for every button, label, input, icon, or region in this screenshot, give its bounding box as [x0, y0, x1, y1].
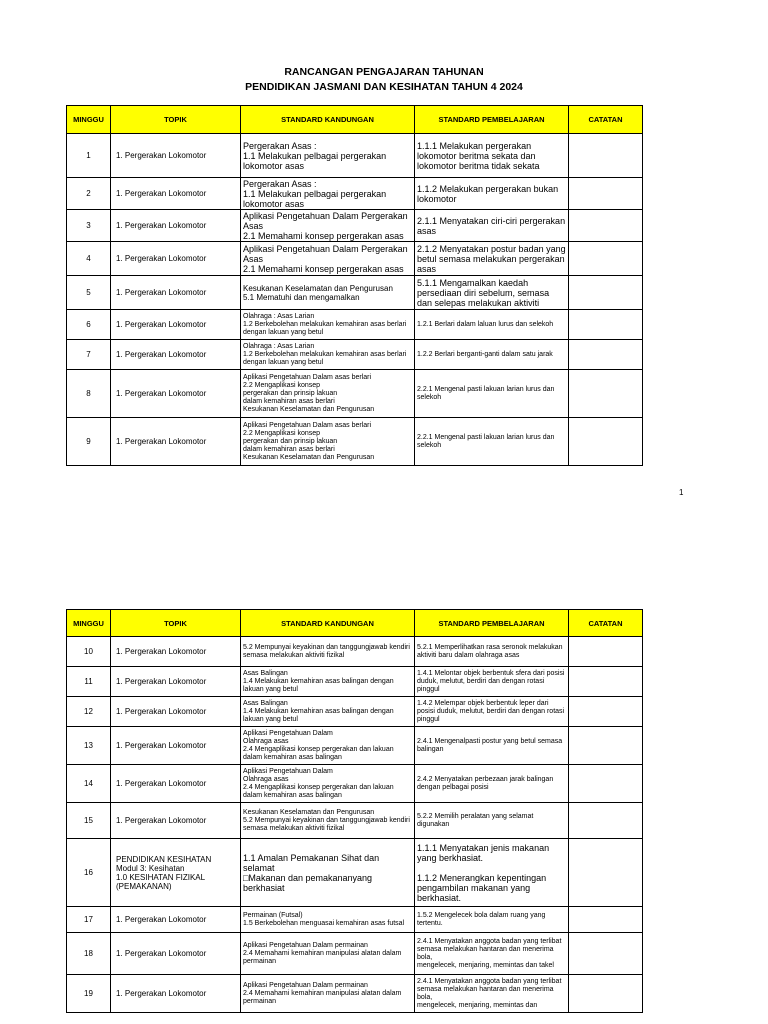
table-row: [67, 242, 643, 276]
cell-standard-kandungan: Asas Balingan 1.4 Melakukan kemahiran asas balingan dengan lakuan yang betul: [241, 697, 415, 727]
cell-topik: PENDIDIKAN KESIHATAN Modul 3: Kesihatan 1.0 KESIHATAN FIZIKAL (PEMAKANAN): [111, 839, 241, 907]
table-row: [67, 210, 643, 242]
table-row: [67, 975, 643, 1013]
header-catatan: CATATAN: [569, 106, 643, 134]
cell-minggu: 15: [67, 803, 111, 839]
table-row: [67, 765, 643, 803]
document-subtitle: PENDIDIKAN JASMANI DAN KESIHATAN TAHUN 4 2024: [245, 81, 523, 93]
table-row: [67, 637, 643, 667]
cell-minggu: 12: [67, 697, 111, 727]
cell-standard-kandungan: Kesukanan Keselamatan dan Pengurusan 5.1 Mematuhi dan mengamalkan: [241, 276, 415, 310]
table-row: [67, 340, 643, 370]
header-topik: TOPIK: [111, 106, 241, 134]
table-row: [67, 933, 643, 975]
table-row: [67, 667, 643, 697]
cell-standard-pembelajaran: 2.4.2 Menyatakan perbezaan jarak balingan dengan pelbagai posisi: [415, 765, 569, 803]
cell-topik: 1. Pergerakan Lokomotor: [111, 242, 241, 276]
table-row: [67, 134, 643, 178]
cell-standard-pembelajaran: 5.1.1 Mengamalkan kaedah persediaan diri sebelum, semasa dan selepas melakukan aktiviti: [415, 276, 569, 310]
cell-standard-pembelajaran: 5.2.1 Memperlihatkan rasa seronok melakukan aktiviti baru dalam olahraga asas: [415, 637, 569, 667]
header-topik: TOPIK: [111, 610, 241, 637]
cell-topik: 1. Pergerakan Lokomotor: [111, 765, 241, 803]
cell-catatan: [569, 667, 643, 697]
cell-catatan: [569, 975, 643, 1013]
cell-standard-pembelajaran: 2.4.1 Mengenalpasti postur yang betul semasa balingan: [415, 727, 569, 765]
cell-catatan: [569, 340, 643, 370]
cell-minggu: 10: [67, 637, 111, 667]
cell-standard-pembelajaran: 1.1.2 Melakukan pergerakan bukan lokomotor: [415, 178, 569, 210]
cell-standard-kandungan: Olahraga : Asas Larian 1.2 Berkebolehan melakukan kemahiran asas berlari dengan lakuan yang betul: [241, 340, 415, 370]
header-standard-pembelajaran: STANDARD PEMBELAJARAN: [415, 610, 569, 637]
table-row: [67, 418, 643, 466]
cell-catatan: [569, 803, 643, 839]
page-number: 1: [679, 488, 684, 497]
rpt-table-1: [66, 105, 643, 466]
cell-standard-kandungan: Aplikasi Pengetahuan Dalam permainan 2.4 Memahami kemahiran manipulasi alatan dalam permainan: [241, 975, 415, 1013]
cell-standard-kandungan: Permainan (Futsal) 1.5 Berkebolehan menguasai kemahiran asas futsal: [241, 907, 415, 933]
cell-catatan: [569, 178, 643, 210]
cell-standard-pembelajaran: 2.1.2 Menyatakan postur badan yang betul semasa melakukan pergerakan asas: [415, 242, 569, 276]
cell-topik: 1. Pergerakan Lokomotor: [111, 340, 241, 370]
cell-catatan: [569, 697, 643, 727]
cell-standard-kandungan: 1.1 Amalan Pemakanan Sihat dan selamat □Makanan dan pemakananyang berkhasiat: [241, 839, 415, 907]
cell-minggu: 14: [67, 765, 111, 803]
header-standard-kandungan: STANDARD KANDUNGAN: [241, 106, 415, 134]
cell-minggu: 2: [67, 178, 111, 210]
cell-minggu: 16: [67, 839, 111, 907]
cell-topik: 1. Pergerakan Lokomotor: [111, 276, 241, 310]
cell-topik: 1. Pergerakan Lokomotor: [111, 667, 241, 697]
cell-minggu: 1: [67, 134, 111, 178]
table-row: [67, 697, 643, 727]
header-catatan: CATATAN: [569, 610, 643, 637]
cell-standard-kandungan: Aplikasi Pengetahuan Dalam Pergerakan Asas 2.1 Memahami konsep pergerakan asas: [241, 242, 415, 276]
cell-standard-kandungan: Aplikasi Pengetahuan Dalam asas berlari 2.2 Mengaplikasi konsep pergerakan dan prinsip lakuan dalam kemahiran asas berlari Kesukanan Keselamatan dan Pengurusan: [241, 418, 415, 466]
header-standard-kandungan: STANDARD KANDUNGAN: [241, 610, 415, 637]
cell-standard-kandungan: Kesukanan Keselamatan dan Pengurusan 5.2 Mempunyai keyakinan dan tanggungjawab kendiri semasa melakukan aktiviti fizikal: [241, 803, 415, 839]
cell-standard-kandungan: Olahraga : Asas Larian 1.2 Berkebolehan melakukan kemahiran asas berlari dengan lakuan yang betul: [241, 310, 415, 340]
cell-catatan: [569, 727, 643, 765]
cell-standard-kandungan: Aplikasi Pengetahuan Dalam permainan 2.4 Memahami kemahiran manipulasi alatan dalam permainan: [241, 933, 415, 975]
header-minggu: MINGGU: [67, 106, 111, 134]
cell-catatan: [569, 418, 643, 466]
cell-catatan: [569, 765, 643, 803]
cell-standard-pembelajaran: 5.2.2 Memilih peralatan yang selamat digunakan: [415, 803, 569, 839]
cell-standard-pembelajaran: 1.5.2 Mengelecek bola dalam ruang yang tertentu.: [415, 907, 569, 933]
cell-minggu: 7: [67, 340, 111, 370]
cell-minggu: 6: [67, 310, 111, 340]
cell-topik: 1. Pergerakan Lokomotor: [111, 418, 241, 466]
table-row: [67, 178, 643, 210]
table-row: [67, 907, 643, 933]
cell-topik: 1. Pergerakan Lokomotor: [111, 975, 241, 1013]
cell-minggu: 4: [67, 242, 111, 276]
cell-topik: 1. Pergerakan Lokomotor: [111, 310, 241, 340]
table-row: [67, 803, 643, 839]
cell-topik: 1. Pergerakan Lokomotor: [111, 803, 241, 839]
cell-standard-kandungan: Aplikasi Pengetahuan Dalam Olahraga asas 2.4 Mengaplikasi konsep pergerakan dan lakuan dalam kemahiran asas balingan: [241, 765, 415, 803]
cell-minggu: 11: [67, 667, 111, 697]
header-standard-pembelajaran: STANDARD PEMBELAJARAN: [415, 106, 569, 134]
cell-standard-pembelajaran: 2.4.1 Menyatakan anggota badan yang terlibat semasa melakukan hantaran dan menerima bola, mengelecek, menjaring, memintas dan: [415, 975, 569, 1013]
cell-topik: 1. Pergerakan Lokomotor: [111, 933, 241, 975]
header-minggu: MINGGU: [67, 610, 111, 637]
cell-catatan: [569, 276, 643, 310]
document-title: RANCANGAN PENGAJARAN TAHUNAN: [284, 66, 484, 78]
table-row: [67, 310, 643, 340]
cell-topik: 1. Pergerakan Lokomotor: [111, 370, 241, 418]
cell-standard-kandungan: Pergerakan Asas : 1.1 Melakukan pelbagai pergerakan lokomotor asas: [241, 134, 415, 178]
cell-standard-kandungan: Aplikasi Pengetahuan Dalam Olahraga asas 2.4 Mengaplikasi konsep pergerakan dan lakuan dalam kemahiran asas balingan: [241, 727, 415, 765]
cell-minggu: 8: [67, 370, 111, 418]
cell-topik: 1. Pergerakan Lokomotor: [111, 697, 241, 727]
cell-catatan: [569, 839, 643, 907]
cell-standard-kandungan: Asas Balingan 1.4 Melakukan kemahiran asas balingan dengan lakuan yang betul: [241, 667, 415, 697]
cell-minggu: 5: [67, 276, 111, 310]
cell-topik: 1. Pergerakan Lokomotor: [111, 727, 241, 765]
cell-topik: 1. Pergerakan Lokomotor: [111, 637, 241, 667]
cell-standard-pembelajaran: 1.1.1 Melakukan pergerakan lokomotor beritma sekata dan lokomotor beritma tidak sekata: [415, 134, 569, 178]
cell-standard-pembelajaran: 1.2.1 Berlari dalam laluan lurus dan selekoh: [415, 310, 569, 340]
cell-minggu: 17: [67, 907, 111, 933]
cell-catatan: [569, 907, 643, 933]
cell-catatan: [569, 242, 643, 276]
cell-standard-kandungan: Aplikasi Pengetahuan Dalam Pergerakan Asas 2.1 Memahami konsep pergerakan asas: [241, 210, 415, 242]
cell-standard-pembelajaran: 1.4.1 Melontar objek berbentuk sfera dari posisi duduk, melutut, berdiri dan dengan rotasi pinggul: [415, 667, 569, 697]
cell-standard-pembelajaran: 2.4.1 Menyatakan anggota badan yang terlibat semasa melakukan hantaran dan menerima bola, mengelecek, menjaring, memintas dan takel: [415, 933, 569, 975]
cell-standard-pembelajaran: 1.4.2 Melempar objek berbentuk leper dari posisi duduk, melutut, berdiri dan dengan rotasi pinggul: [415, 697, 569, 727]
cell-standard-pembelajaran: 2.2.1 Mengenal pasti lakuan larian lurus dan selekoh: [415, 370, 569, 418]
cell-standard-pembelajaran: 1.1.1 Menyatakan jenis makanan yang berkhasiat. 1.1.2 Menerangkan kepentingan pengambilan makanan yang berkhasiat.: [415, 839, 569, 907]
cell-catatan: [569, 310, 643, 340]
cell-minggu: 3: [67, 210, 111, 242]
cell-catatan: [569, 933, 643, 975]
cell-standard-kandungan: Pergerakan Asas : 1.1 Melakukan pelbagai pergerakan lokomotor asas: [241, 178, 415, 210]
table-row: [67, 276, 643, 310]
table-row: [67, 370, 643, 418]
cell-minggu: 19: [67, 975, 111, 1013]
cell-minggu: 18: [67, 933, 111, 975]
cell-topik: 1. Pergerakan Lokomotor: [111, 134, 241, 178]
cell-standard-kandungan: 5.2 Mempunyai keyakinan dan tanggungjawab kendiri semasa melakukan aktiviti fizikal: [241, 637, 415, 667]
cell-topik: 1. Pergerakan Lokomotor: [111, 210, 241, 242]
cell-topik: 1. Pergerakan Lokomotor: [111, 907, 241, 933]
cell-standard-kandungan: Aplikasi Pengetahuan Dalam asas berlari 2.2 Mengaplikasi konsep pergerakan dan prinsip lakuan dalam kemahiran asas berlari Kesukanan Keselamatan dan Pengurusan: [241, 370, 415, 418]
table-row: [67, 727, 643, 765]
cell-catatan: [569, 370, 643, 418]
cell-standard-pembelajaran: 1.2.2 Berlari berganti-ganti dalam satu jarak: [415, 340, 569, 370]
cell-standard-pembelajaran: 2.1.1 Menyatakan ciri-ciri pergerakan asas: [415, 210, 569, 242]
cell-topik: 1. Pergerakan Lokomotor: [111, 178, 241, 210]
cell-standard-pembelajaran: 2.2.1 Mengenal pasti lakuan larian lurus dan selekoh: [415, 418, 569, 466]
cell-minggu: 13: [67, 727, 111, 765]
cell-catatan: [569, 134, 643, 178]
cell-catatan: [569, 210, 643, 242]
cell-minggu: 9: [67, 418, 111, 466]
table-row: [67, 839, 643, 907]
rpt-table-2: [66, 609, 643, 1013]
cell-catatan: [569, 637, 643, 667]
